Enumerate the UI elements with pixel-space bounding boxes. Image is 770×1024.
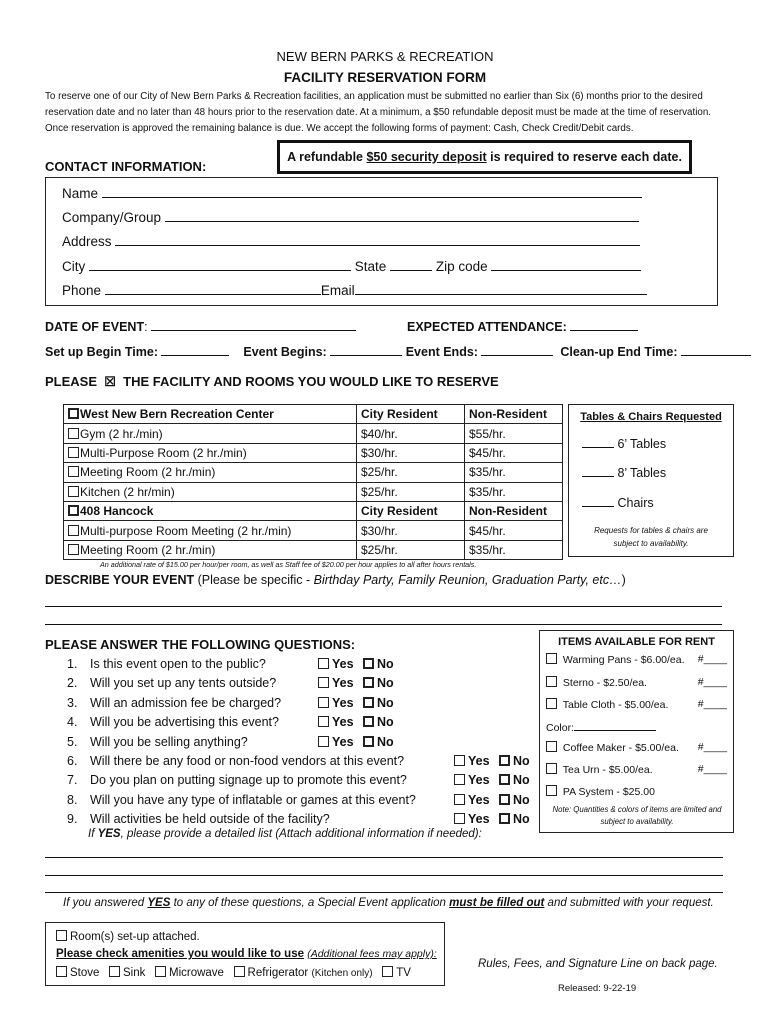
rent-item-qty[interactable]: #____ [697,676,727,688]
if-yes-note [88,828,482,840]
facility-name: West New Bern Recreation Center [80,407,274,422]
date-field[interactable] [151,320,356,331]
facility-name-cell [64,424,357,443]
rent-item-label: Warming Pans - $6.00/ea. [562,654,685,666]
color-label: Color: [546,722,575,734]
contact-heading: CONTACT INFORMATION: [45,159,207,174]
kitchen-only-label: (Kitchen only) [311,968,373,979]
yes-option[interactable] [454,793,490,807]
ends-field[interactable] [481,345,553,356]
rent-item-label: PA System - $25.00 [562,786,655,798]
question-row [67,752,537,771]
question-number: 4. [67,715,78,730]
no-label: No [513,753,530,768]
no-option[interactable] [499,793,530,807]
special-post: and submitted with your request. [544,897,714,909]
rent-item [546,785,731,798]
question-row [67,694,537,713]
details-line-3[interactable] [45,892,723,893]
no-checkbox[interactable] [363,677,374,688]
stove-checkbox[interactable] [56,966,67,977]
no-option[interactable] [363,735,394,749]
sink-checkbox[interactable] [109,966,120,977]
no-label: No [377,676,394,691]
state-label: State [354,259,387,274]
amenities-box [45,922,445,986]
facility-row [64,501,563,520]
company-field[interactable] [165,209,639,222]
phone-label: Phone [62,283,102,298]
yes-checkbox[interactable] [318,716,329,727]
rent-item [546,741,731,754]
yes-checkbox[interactable] [454,794,465,805]
yes-option[interactable] [454,812,490,826]
facility-name-cell [64,521,357,540]
special-yes: YES [147,897,171,909]
yes-option[interactable] [454,754,490,768]
nonresident-rate-cell: Non-Resident [465,405,563,424]
question-text: Will activities be held outside of the facility? [90,812,330,827]
setup-attached-label: Room(s) set-up attached. [70,931,200,943]
no-option[interactable] [499,812,530,826]
rent-item-label: Coffee Maker - $5.00/ea. [562,742,679,754]
yes-label: Yes [332,695,354,710]
rent-item-qty[interactable]: #____ [697,763,727,775]
facility-name-cell [64,463,357,482]
tables-6-qty[interactable] [582,438,614,448]
facility-row [64,463,563,482]
question-row [67,771,537,790]
rent-item-qty[interactable]: #____ [697,741,727,753]
email-field[interactable] [355,282,647,295]
question-text: Will you be selling anything? [90,734,248,749]
no-checkbox[interactable] [363,716,374,727]
if-yes-post: , please provide a detailed list (Attach additional information if needed): [120,828,482,840]
yes-label: Yes [332,734,354,749]
nonresident-rate-cell: $35/hr. [465,540,563,559]
facility-name: 408 Hancock [80,504,154,519]
refrigerator-label: Refrigerator [247,967,309,979]
refrigerator-checkbox[interactable] [234,966,245,977]
facility-name: Multi-purpose Room Meeting (2 hr./min) [80,523,292,538]
facility-name: Meeting Room (2 hr./min) [80,542,216,557]
describe-label: DESCRIBE YOUR EVENT [45,573,195,587]
checked-box-icon: ☒ [104,374,116,389]
release-date: Released: 9-22-19 [558,983,637,994]
no-checkbox[interactable] [499,794,510,805]
facility-row [64,424,563,443]
no-option[interactable] [499,773,530,787]
rent-item-label: Tea Urn - $5.00/ea. [562,764,653,776]
rent-item-qty[interactable]: #____ [697,653,727,665]
yes-option[interactable] [318,735,354,749]
resident-rate-cell: $25/hr. [357,482,465,501]
facility-name: Multi-Purpose Room (2 hr./min) [80,445,247,460]
deposit-pre: A refundable [287,150,367,164]
attendance-field[interactable] [570,320,638,331]
resident-rate-cell: City Resident [357,405,465,424]
city-row [62,258,641,274]
yes-label: Yes [332,676,354,691]
ends-label: Event Ends: [405,345,478,359]
facility-row [64,540,563,559]
no-checkbox[interactable] [363,658,374,669]
no-option[interactable] [363,696,394,710]
after-hours-note: An additional rate of $15.00 per hour/per room, as well as Staff fee of $20.00 per hour applies to all after hours rentals. [100,560,477,569]
amenities-options [56,966,411,979]
company-row [62,209,639,225]
yes-option[interactable] [454,773,490,787]
org-name: NEW BERN PARKS & RECREATION [276,49,494,64]
tablecloth-color-row [546,721,656,734]
yes-label: Yes [468,812,490,827]
question-row [67,733,537,752]
tv-label: TV [396,967,411,979]
facility-heading [45,374,499,390]
no-option[interactable] [363,676,394,690]
intro-text: To reserve one of our City of New Bern Parks & Recreation facilities, an application must be submitted no earlier than Six (6) months prior to the desired reservation date and no later than 48 hours prior to the reservation date. At a minimum, a $50 refundable deposit must be made at the time of reservation. Once reservation is approved the remaining balance is due. We accept the following forms of payment: Cash, Check Credit/Debit cards. [45,91,712,134]
facility-name: Meeting Room (2 hr./min) [80,465,216,480]
zip-label: Zip code [435,259,488,274]
question-row [67,674,537,693]
yes-label: Yes [332,715,354,730]
phone-field[interactable] [105,282,321,295]
sink-label: Sink [123,967,146,979]
begins-field[interactable] [330,345,402,356]
yes-option[interactable] [318,696,354,710]
company-label: Company/Group [62,210,162,225]
no-option[interactable] [499,754,530,768]
rent-item-checkbox[interactable] [546,653,557,664]
chairs-label: Chairs [617,496,654,510]
resident-rate-cell: $40/hr. [357,424,465,443]
facility-name-cell [64,405,357,424]
rent-item [546,653,731,666]
deposit-notice [277,140,692,174]
question-number: 7. [67,773,78,788]
question-number: 8. [67,792,78,807]
tables-8-row [582,466,666,480]
rent-item [546,698,731,711]
no-checkbox[interactable] [363,697,374,708]
question-number: 6. [67,753,78,768]
no-checkbox[interactable] [499,813,510,824]
microwave-checkbox[interactable] [155,966,166,977]
facility-row [64,443,563,462]
describe-hint-post: ) [621,573,626,587]
rent-item [546,763,731,776]
nonresident-rate-cell: $45/hr. [465,443,563,462]
yes-checkbox[interactable] [318,697,329,708]
rent-title: ITEMS AVAILABLE FOR RENT [558,636,715,648]
facility-row [64,521,563,540]
if-yes-pre: If [88,828,98,840]
name-label: Name [62,186,99,201]
city-label: City [62,259,86,274]
question-number: 2. [67,676,78,691]
details-line-2[interactable] [45,875,723,876]
rent-item-checkbox[interactable] [546,676,557,687]
question-text: Will you set up any tents outside? [90,676,277,691]
nonresident-rate-cell: $45/hr. [465,521,563,540]
tables-8-qty[interactable] [582,467,614,477]
nonresident-rate-cell: $55/hr. [465,424,563,443]
rent-item-checkbox[interactable] [546,741,557,752]
yes-option[interactable] [318,657,354,671]
tables-8-label: 8’ Tables [617,466,667,480]
question-row [67,713,537,732]
phone-row [62,282,647,298]
questions-heading: PLEASE ANSWER THE FOLLOWING QUESTIONS: [45,637,356,652]
tables-6-row [582,437,666,451]
facility-name: Kitchen (2 hr/min) [80,484,175,499]
no-checkbox[interactable] [499,755,510,766]
nonresident-rate-cell: $35/hr. [465,463,563,482]
setup-label: Set up Begin Time: [45,345,158,359]
question-number: 5. [67,734,78,749]
question-row [67,655,537,674]
no-label: No [513,773,530,788]
facility-checkbox[interactable] [68,525,79,536]
special-must: must be filled out [449,897,545,909]
question-text: Will you be advertising this event? [90,715,279,730]
special-mid: to any of these questions, a Special Event application [170,897,450,909]
facility-name-cell [64,540,357,559]
yes-checkbox[interactable] [454,813,465,824]
address-label: Address [62,234,112,249]
tables-6-label: 6’ Tables [617,437,667,451]
facility-checkbox[interactable] [68,466,79,477]
question-row [67,810,537,829]
facility-checkbox[interactable] [68,428,79,439]
nonresident-rate-cell: $35/hr. [465,482,563,501]
yes-option[interactable] [318,676,354,690]
deposit-post: is required to reserve each date. [486,150,682,164]
rent-item-checkbox[interactable] [546,698,557,709]
no-checkbox[interactable] [499,774,510,785]
facility-checkbox[interactable] [68,447,79,458]
if-yes-bold: YES [97,828,121,840]
facility-checkbox[interactable] [68,505,79,516]
microwave-label: Microwave [168,967,224,979]
rent-item-qty[interactable]: #____ [697,698,727,710]
describe-hint-pre: (Please be specific - [194,573,314,587]
chairs-row [582,496,654,510]
email-label: Email [320,283,355,298]
facility-checkbox[interactable] [68,408,79,419]
tv-checkbox[interactable] [382,966,393,977]
attendance-row [407,320,638,334]
rent-item-label: Sterno - $2.50/ea. [562,677,647,689]
deposit-amount: $50 security deposit [366,150,487,164]
yes-label: Yes [468,792,490,807]
question-text: Will an admission fee be charged? [90,695,282,710]
name-row [62,185,642,201]
setup-field[interactable] [161,345,229,356]
no-label: No [377,715,394,730]
yes-checkbox[interactable] [318,736,329,747]
facility-checkbox[interactable] [68,486,79,497]
rent-item-label: Table Cloth - $5.00/ea. [562,699,669,711]
no-option[interactable] [363,657,394,671]
form-title: FACILITY RESERVATION FORM [283,70,487,85]
rent-item [546,676,731,689]
question-text: Is this event open to the public? [90,657,266,671]
questions-list [67,655,537,830]
question-row [67,791,537,810]
question-number: 9. [67,812,78,827]
setup-attached-checkbox[interactable] [56,930,67,941]
no-label: No [377,734,394,749]
yes-checkbox[interactable] [318,677,329,688]
facility-heading-post: THE FACILITY AND ROOMS YOU WOULD LIKE TO RESERVE [123,374,499,389]
no-label: No [513,792,530,807]
zip-field[interactable] [491,258,641,271]
rent-note: Note: Quantities & colors of items are limited and subject to availability. [552,805,722,826]
facility-table [63,404,563,560]
question-number: 1. [67,657,78,671]
yes-label: Yes [468,773,490,788]
yes-option[interactable] [318,715,354,729]
yes-checkbox[interactable] [454,774,465,785]
yes-label: Yes [332,657,354,671]
no-option[interactable] [363,715,394,729]
no-label: No [377,695,394,710]
resident-rate-cell: $30/hr. [357,443,465,462]
special-event-note [63,897,714,909]
attendance-label: EXPECTED ATTENDANCE: [407,320,567,334]
question-text: Will there be any food or non-food vendors at this event? [90,753,405,768]
tables-chairs-note: Requests for tables & chairs are subject to availability. [594,526,708,548]
facility-name-cell [64,482,357,501]
facility-row [64,405,563,424]
describe-label-row [45,573,626,587]
resident-rate-cell: $30/hr. [357,521,465,540]
city-field[interactable] [89,258,351,271]
no-checkbox[interactable] [363,736,374,747]
tables-chairs-title: Tables & Chairs Requested [580,411,722,423]
cleanup-label: Clean-up End Time: [560,345,678,359]
date-row: DATE OF EVENT: [45,320,356,334]
amenities-heading: Please check amenities you would like to use [56,948,304,960]
rent-item-checkbox[interactable] [546,785,557,796]
times-row [45,345,751,359]
facility-name-cell [64,443,357,462]
facility-checkbox[interactable] [68,544,79,555]
describe-hint-italic: Birthday Party, Family Reunion, Graduation Party, etc… [313,573,622,587]
details-line-1[interactable] [45,857,723,858]
name-field[interactable] [102,185,642,198]
yes-checkbox[interactable] [318,658,329,669]
yes-checkbox[interactable] [454,755,465,766]
rent-box [539,630,734,833]
begins-label: Event Begins: [243,345,327,359]
color-field[interactable] [574,721,656,731]
cleanup-field[interactable] [681,345,751,356]
describe-line-2[interactable] [45,624,722,625]
amenities-heading-row [56,948,437,960]
address-field[interactable] [115,233,640,246]
stove-label: Stove [70,967,100,979]
rent-item-checkbox[interactable] [546,763,557,774]
no-label: No [377,657,394,671]
no-label: No [513,812,530,827]
yes-label: Yes [468,753,490,768]
special-pre: If you answered [63,897,148,909]
facility-heading-pre: PLEASE [45,374,98,389]
resident-rate-cell: City Resident [357,501,465,520]
facility-row [64,482,563,501]
date-label: DATE OF EVENT [45,320,145,334]
nonresident-rate-cell: Non-Resident [465,501,563,520]
resident-rate-cell: $25/hr. [357,463,465,482]
question-number: 3. [67,695,78,710]
describe-line-1[interactable] [45,606,722,607]
facility-name: Gym (2 hr./min) [80,426,163,441]
back-page-note: Rules, Fees, and Signature Line on back page. [478,958,718,970]
setup-attached-row[interactable] [56,930,200,943]
resident-rate-cell: $25/hr. [357,540,465,559]
chairs-qty[interactable] [582,497,614,507]
question-text: Do you plan on putting signage up to promote this event? [90,773,407,788]
question-text: Will you have any type of inflatable or games at this event? [90,792,416,807]
amenities-fees: (Additional fees may apply): [307,948,437,960]
address-row [62,233,640,249]
state-field[interactable] [390,258,432,271]
facility-name-cell [64,501,357,520]
tables-chairs-box [568,404,734,557]
